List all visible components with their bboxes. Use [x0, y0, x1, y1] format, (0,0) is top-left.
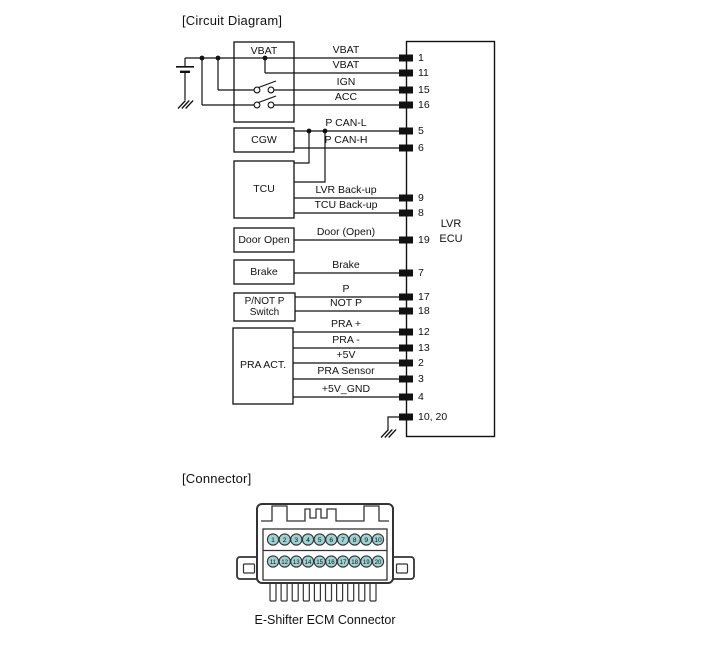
connector-pin-20-label: 20	[374, 558, 382, 566]
battery-icon	[176, 58, 194, 100]
ecu-pin-3: 3	[418, 373, 424, 385]
cgw-box-label: CGW	[251, 134, 277, 146]
ecu-pin-1: 1	[418, 52, 424, 64]
connector-pin-18-label: 18	[351, 558, 359, 566]
wire-label-pcanl: P CAN-L	[325, 117, 367, 129]
ecu-pin-10-20: 10, 20	[418, 411, 448, 423]
wire-label-5v-gnd: +5V_GND	[321, 383, 371, 395]
connector-pin-1-label: 1	[271, 536, 275, 544]
wire-label-pra-plus: PRA +	[330, 318, 362, 330]
ecu-pin-4: 4	[418, 391, 424, 403]
wire-label-brake: Brake	[332, 259, 360, 271]
door-open-box-label: Door Open	[238, 234, 290, 246]
wire-label-p: P	[342, 283, 350, 295]
connector-pin-4-label: 4	[306, 536, 310, 544]
wire-label-tcu-backup: TCU Back-up	[314, 199, 378, 211]
right-ear-hole	[397, 564, 408, 573]
wire-label-vbat-11: VBAT	[332, 59, 360, 71]
connector-pin-13-label: 13	[292, 558, 300, 566]
ecu-pin-8: 8	[418, 207, 424, 219]
wire-label-lvr-backup: LVR Back-up	[315, 184, 377, 196]
wire-label-pra-minus: PRA -	[332, 334, 360, 346]
connector-drawing	[237, 504, 414, 601]
wire-label-pcanh: P CAN-H	[324, 134, 368, 146]
wire-label-notp: NOT P	[330, 297, 362, 309]
connector-pin-7-label: 7	[341, 536, 345, 544]
connector-pin-5-label: 5	[317, 536, 322, 544]
ecu-pin-19: 19	[418, 234, 430, 246]
ecu-pin-9: 9	[418, 192, 424, 204]
ecu-pin-13: 13	[418, 342, 430, 354]
connector-pin-8-label: 8	[352, 536, 357, 544]
ecu-pin-11: 11	[418, 67, 429, 79]
left-ear-hole	[244, 564, 255, 573]
connector-title: [Connector]	[182, 471, 252, 486]
wire-label-door-open: Door (Open)	[316, 226, 376, 238]
ecu-pin-18: 18	[418, 305, 430, 317]
connector-pin-9-label: 9	[364, 536, 369, 544]
circuit-diagram-title: [Circuit Diagram]	[182, 13, 283, 28]
wire-gnd-10-20	[388, 417, 399, 430]
wire-label-vbat-1: VBAT	[332, 44, 360, 56]
ecu-pin-15: 15	[418, 84, 430, 96]
wire-label-acc: ACC	[334, 91, 358, 103]
ecu-pin-12: 12	[418, 326, 430, 338]
connector-pin-15-label: 15	[316, 558, 324, 566]
ecu-pin-7: 7	[418, 267, 424, 279]
ground-icon-ecu	[381, 430, 396, 438]
tcu-box-label: TCU	[253, 183, 275, 195]
vbat-box-label: VBAT	[250, 45, 278, 57]
connector-pin-14-label: 14	[304, 558, 312, 566]
connector-pin-11-label: 11	[269, 558, 277, 566]
connector-pin-10-label: 10	[374, 536, 382, 544]
connector-prongs	[270, 582, 376, 601]
connector-pin-16-label: 16	[327, 558, 335, 566]
connector-pin-17-label: 17	[339, 558, 347, 566]
p-notp-switch-box-label	[234, 296, 295, 318]
ecu-pin-6: 6	[418, 142, 424, 154]
connector-pin-12-label: 12	[281, 558, 289, 566]
brake-box-label: Brake	[250, 266, 278, 278]
ecu-label-line1: LVR	[440, 218, 462, 230]
ecu-label-line2: ECU	[439, 233, 463, 245]
connector-pin-2-label: 2	[282, 536, 287, 544]
wire-label-ign: IGN	[336, 76, 356, 88]
wire-label-5v: +5V	[336, 349, 356, 361]
p-notp-line2: Switch	[249, 307, 280, 318]
ecu-pin-17: 17	[418, 291, 430, 303]
ground-icon-battery	[178, 101, 193, 109]
connector-pin-19-label: 19	[362, 558, 370, 566]
connector-pin-3-label: 3	[294, 536, 299, 544]
ecu-pin-2: 2	[418, 357, 424, 369]
ecu-pin-5: 5	[418, 125, 424, 137]
connector-caption: E-Shifter ECM Connector	[254, 613, 396, 627]
ecu-pin-16: 16	[418, 99, 430, 111]
wire-label-pra-sensor: PRA Sensor	[317, 365, 375, 377]
pra-act-box-label: PRA ACT.	[239, 359, 287, 371]
p-notp-line1: P/NOT P	[244, 296, 285, 307]
connector-pin-6-label: 6	[329, 536, 334, 544]
